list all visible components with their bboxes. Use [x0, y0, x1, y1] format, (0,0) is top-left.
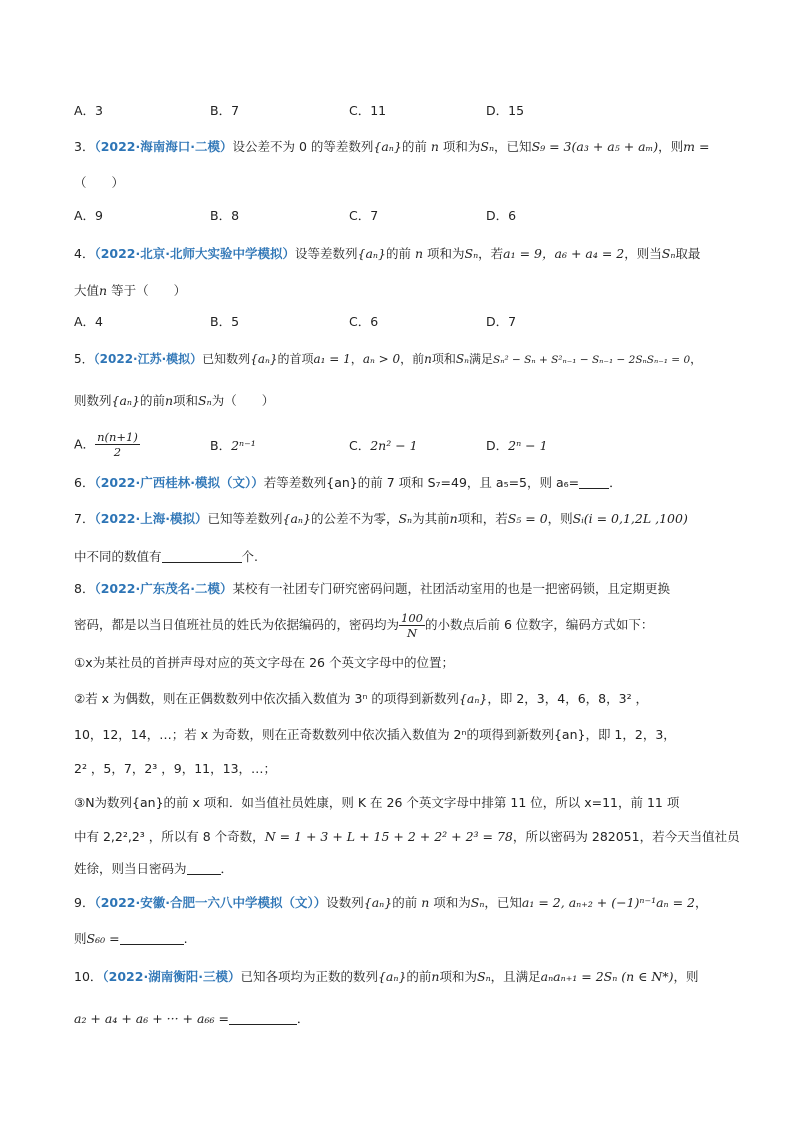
q5-options — [74, 430, 714, 460]
q10-sum-formula: a₂ + a₄ + a₆ + ··· + a₆₆ = — [74, 1011, 229, 1026]
q7-source: （2022·上海·模拟） — [94, 511, 208, 526]
q5-option-b: B．2ⁿ⁻¹ — [210, 438, 256, 453]
q8-stem: 8．（2022·广东茂名·二模）某校有一社团专门研究密码问题，社团活动室用的也是一把密码锁，且定期更换 — [74, 581, 671, 596]
q9-stem-line2: 则S₆₀ = . — [74, 931, 188, 946]
q5-source: （2022·江苏·模拟） — [93, 352, 203, 366]
q8-rule-3-line2: 中有 2,2²,2³ ，所以有 8 个奇数，N = 1 + 3 + L + 15 + 2 + 2² + 2³ = 78，所以密码为 282051，若今天当值社员 — [74, 829, 740, 844]
q2-option-d: D．15 — [486, 103, 525, 118]
q4-option-c: C．6 — [349, 314, 379, 329]
q5-stem: 5．（2022·江苏·模拟）已知数列{aₙ}的首项a₁ = 1，aₙ > 0，前n项和Sₙ满足Sₙ² − Sₙ + S²ₙ₋₁ − Sₙ₋₁ − 2SₙSₙ₋₁ = 0， — [74, 352, 703, 366]
q3-option-a: A．9 — [74, 208, 104, 223]
q7-stem: 7．（2022·上海·模拟）已知等差数列{aₙ}的公差不为零，Sₙ为其前n项和，若S₅ = 0，则Sᵢ(i = 0,1,2L ,100) — [74, 511, 688, 526]
q10-source: （2022·湖南衡阳·三模） — [102, 969, 241, 984]
q6-source: （2022·广西桂林·模拟（文）） — [94, 475, 264, 490]
q4-source: （2022·北京·北师大实验中学模拟） — [94, 246, 295, 261]
q4-stem-line2: 大值n 等于（ ） — [74, 283, 187, 298]
q8-line2: 密码，都是以当日值班社员的姓氏为依据编码的，密码均为 $\frac{100}{N}$ 的小数点后前 6 位数字，编码方式如下： — [74, 611, 654, 640]
q7-stem-line2: 中不同的数值有 个. — [74, 549, 258, 564]
q3-option-d: D．6 — [486, 208, 517, 223]
q4-option-d: D．7 — [486, 314, 517, 329]
q3-source: （2022·海南海口·二模） — [94, 139, 233, 154]
q8-fraction: $\frac{100}{N}$ — [401, 611, 423, 640]
q6-answer-blank[interactable] — [579, 475, 609, 489]
q6-stem: 6．（2022·广西桂林·模拟（文））若等差数列{an}的前 7 项和 S₇=49，且 a₅=5，则 a₆= ． — [74, 475, 622, 490]
q3-options — [74, 207, 714, 225]
q5-formula: Sₙ² − Sₙ + S²ₙ₋₁ − Sₙ₋₁ − 2SₙSₙ₋₁ = 0 — [493, 354, 691, 366]
q5-stem-line2: 则数列{aₙ}的前n项和Sₙ为（ ） — [74, 393, 275, 408]
q5-option-a-fraction: $\frac{n(n+1)}{2}$ — [97, 430, 138, 459]
q7-answer-blank[interactable] — [162, 549, 242, 563]
q2-option-b: B．7 — [210, 103, 240, 118]
q2-option-c: C．11 — [349, 103, 387, 118]
q3-option-c: C．7 — [349, 208, 379, 223]
q4-option-b: B．5 — [210, 314, 240, 329]
q3-stem: 3．（2022·海南海口·二模）设公差不为 0 的等差数列{aₙ}的前 n 项和为Sₙ，已知S₉ = 3(a₃ + a₅ + aₘ)，则m = — [74, 139, 710, 154]
q5-option-a: A． $\frac{n(n+1)}{2}$ — [74, 430, 138, 459]
q8-question: 姓徐，则当日密码为 ． — [74, 861, 234, 876]
q9-formula: a₁ = 2, aₙ₊₂ + (−1)ⁿ⁻¹aₙ = 2 — [521, 895, 695, 910]
q8-rule-3: ③N为数列{an}的前 x 项和．如当值社员姓康，则 K 在 26 个英文字母中排第 11 位，所以 x=11，前 11 项 — [74, 795, 680, 810]
q5-option-c: C．2n² − 1 — [349, 438, 418, 453]
q10-formula: aₙaₙ₊₁ = 2Sₙ (n ∈ N*) — [540, 969, 674, 984]
q10-stem: 10．（2022·湖南衡阳·三模）已知各项均为正数的数列{aₙ}的前n项和为Sₙ，且满足aₙaₙ₊₁ = 2Sₙ (n ∈ N*)，则 — [74, 969, 699, 984]
q8-rule-1: ①x为某社员的首拼声母对应的英文字母在 26 个英文字母中的位置； — [74, 655, 454, 670]
q8-rule-2: ②若 x 为偶数，则在正偶数数列中依次插入数值为 3ⁿ 的项得到新数列{aₙ}，即 2，3，4，6，8，3² ， — [74, 691, 649, 706]
q4-options — [74, 313, 714, 331]
q3-option-b: B．8 — [210, 208, 240, 223]
q10-answer-blank[interactable] — [229, 1011, 297, 1025]
q8-rule-2-line2: 10，12，14，…；若 x 为奇数，则在正奇数数列中依次插入数值为 2ⁿ的项得到新数列{an}，即 1，2，3， — [74, 727, 676, 742]
q3-formula: S₉ = 3(a₃ + a₅ + aₘ) — [531, 139, 659, 154]
q9-source: （2022·安徽·合肥一六八中学模拟（文）） — [94, 895, 327, 910]
q8-formula: N = 1 + 3 + L + 15 + 2 + 2² + 2³ = 78 — [264, 829, 513, 844]
q2-options — [74, 102, 714, 120]
q8-source: （2022·广东茂名·二模） — [94, 581, 233, 596]
q5-option-d: D．2ⁿ − 1 — [486, 438, 548, 453]
q4-option-a: A．4 — [74, 314, 104, 329]
q2-option-a: A．3 — [74, 103, 104, 118]
q10-stem-line2: a₂ + a₄ + a₆ + ··· + a₆₆ = ． — [74, 1011, 310, 1026]
q8-answer-blank[interactable] — [187, 861, 221, 875]
q3-paren: （ ） — [74, 175, 125, 190]
q4-stem: 4．（2022·北京·北师大实验中学模拟）设等差数列{aₙ}的前 n 项和为Sₙ，若a₁ = 9，a₆ + a₄ = 2，则当Sₙ取最 — [74, 246, 701, 261]
q9-answer-blank[interactable] — [120, 931, 184, 945]
q8-rule-2-line3: 2² ，5，7，2³ ，9，11，13，…； — [74, 761, 277, 776]
q9-stem: 9．（2022·安徽·合肥一六八中学模拟（文））设数列{aₙ}的前 n 项和为Sₙ，已知a₁ = 2, aₙ₊₂ + (−1)ⁿ⁻¹aₙ = 2， — [74, 895, 708, 910]
